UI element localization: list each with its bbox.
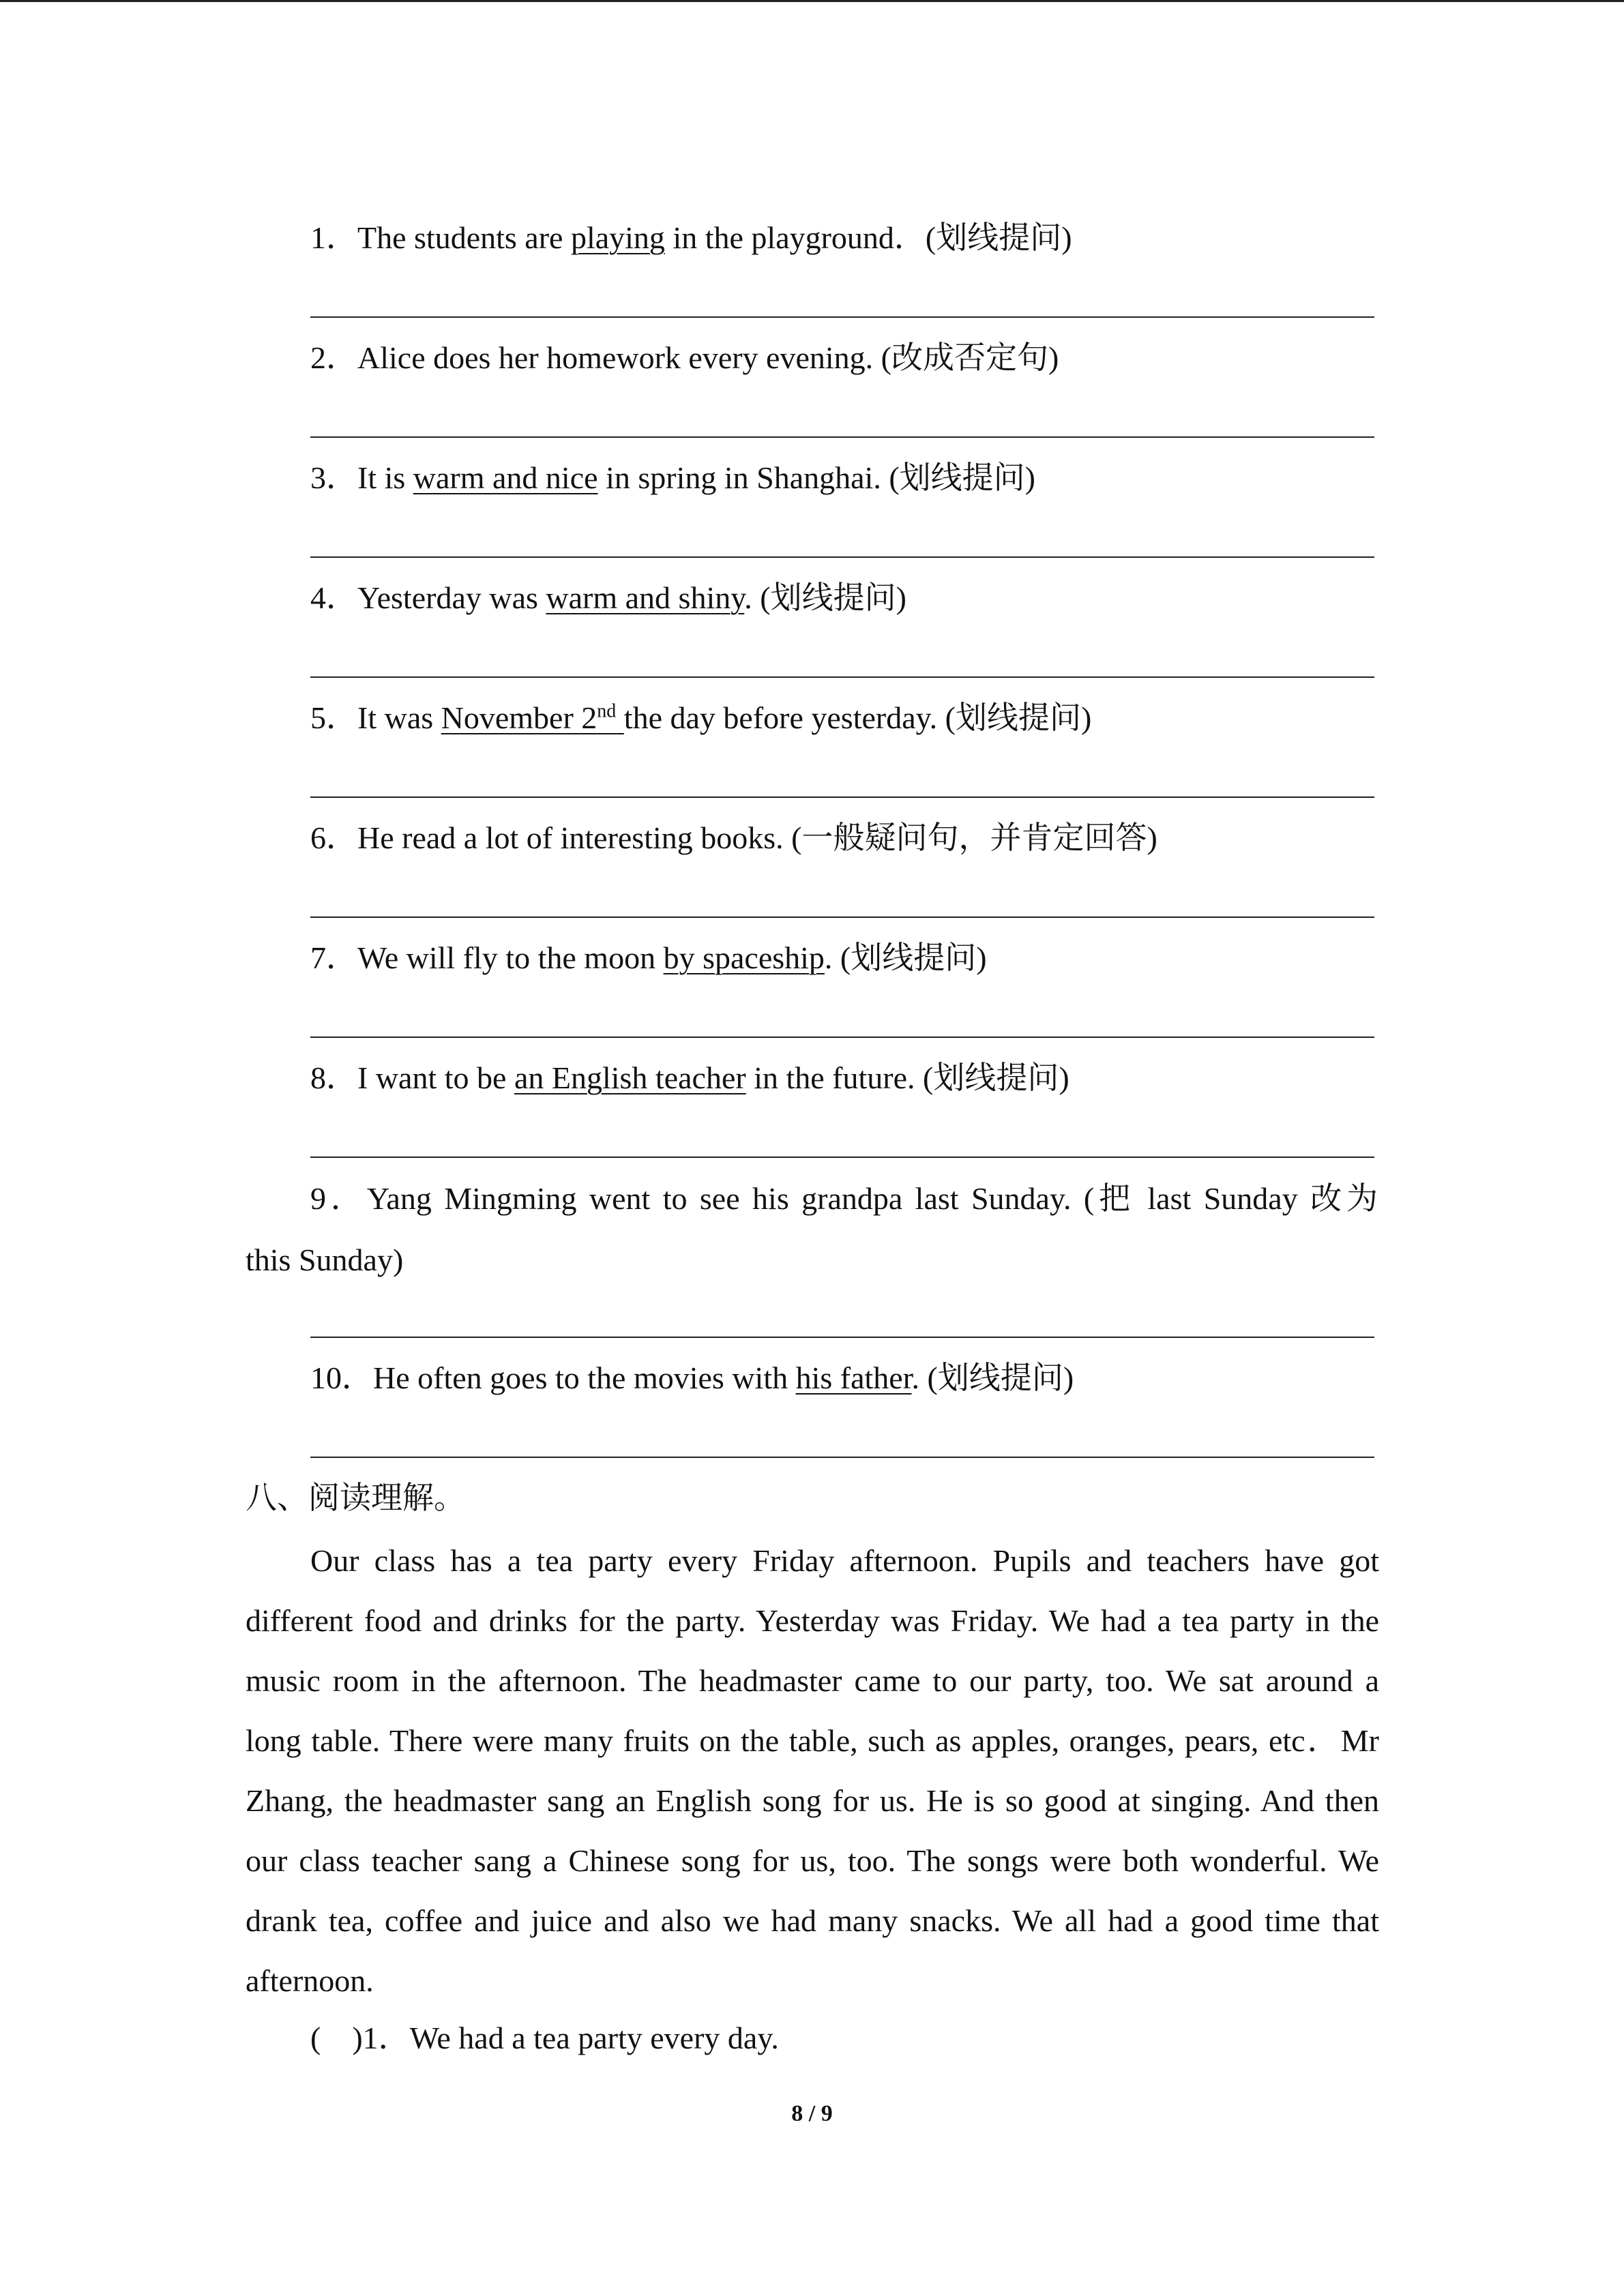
question-instruction: . (划线提问) — [744, 580, 906, 615]
passage-line: Our class has a tea party every Friday afternoon. Pupils and teachers have got — [310, 1543, 1379, 1578]
question-text: Yesterday was — [357, 580, 546, 615]
question-9 — [246, 1168, 1378, 1291]
question-instruction: the day before yesterday. (划线提问) — [623, 700, 1092, 735]
question-8 — [310, 1058, 1069, 1099]
question-5 — [310, 698, 1091, 739]
question-number: 3． — [310, 460, 357, 495]
section-title: 八、阅读理解。 — [246, 1480, 465, 1515]
underlined-phrase: playing — [570, 220, 665, 255]
answer-line-2[interactable] — [310, 436, 1374, 438]
passage-line: afternoon. — [246, 1963, 374, 1998]
passage-line: music room in the afternoon. The headmaster came to our party, too. We sat around a — [246, 1663, 1379, 1698]
question-instruction: in spring in Shanghai. (划线提问) — [597, 460, 1035, 495]
question-number: 2． — [310, 340, 357, 375]
question-9-line-2: this Sunday) — [246, 1242, 404, 1277]
answer-bracket[interactable]: ( ) — [310, 2021, 363, 2055]
question-4 — [310, 578, 906, 618]
question-2 — [310, 338, 1059, 378]
answer-line-10[interactable] — [310, 1457, 1374, 1458]
question-3 — [310, 458, 1035, 498]
question-text: It was — [357, 700, 441, 735]
reading-question-1 — [310, 2018, 779, 2059]
question-text: He read a lot of interesting books. (一般疑问句，并肯定回答) — [357, 820, 1157, 855]
answer-line-4[interactable] — [310, 676, 1374, 678]
reading-passage — [246, 1531, 1379, 2011]
question-instruction: in the future. (划线提问) — [745, 1060, 1069, 1095]
answer-line-8[interactable] — [310, 1157, 1374, 1158]
answer-line-6[interactable] — [310, 916, 1374, 918]
question-number: 1． — [310, 220, 357, 255]
passage-line: long table. There were many fruits on the table, such as apples, oranges, pears, etc．Mr — [246, 1723, 1379, 1758]
question-text: The students are — [357, 220, 571, 255]
question-text: It is — [357, 460, 413, 495]
underlined-phrase: an English teacher — [514, 1060, 746, 1095]
question-6 — [310, 818, 1157, 859]
underlined-phrase: by spaceship — [663, 940, 825, 975]
question-instruction: . (划线提问) — [911, 1360, 1074, 1395]
answer-line-1[interactable] — [310, 316, 1374, 318]
question-text: He often goes to the movies with — [373, 1360, 796, 1395]
question-number: 1． — [362, 2021, 410, 2055]
question-number: 4． — [310, 580, 357, 615]
passage-line: drank tea, coffee and juice and also we had many snacks. We all had a good time that — [246, 1903, 1379, 1938]
answer-line-9[interactable] — [310, 1337, 1374, 1338]
page-number: 8 / 9 — [791, 2101, 833, 2126]
question-text: I want to be — [357, 1060, 514, 1095]
question-number: 7． — [310, 940, 357, 975]
question-number: 10． — [310, 1360, 373, 1395]
ordinal-suffix: nd — [597, 700, 617, 722]
question-text: We will fly to the moon — [357, 940, 664, 975]
question-number: 8． — [310, 1060, 357, 1095]
question-number: 5． — [310, 700, 357, 735]
underlined-phrase: warm and nice — [413, 460, 598, 495]
question-1 — [310, 218, 1072, 258]
underlined-phrase: warm and shiny — [546, 580, 745, 615]
question-9-line-1: 9．Yang Mingming went to see his grandpa last Sunday. (把 last Sunday 改为 — [310, 1181, 1378, 1216]
passage-line: Zhang, the headmaster sang an English song for us. He is so good at singing. And then — [246, 1783, 1379, 1818]
question-7 — [310, 938, 987, 979]
question-text: Alice does her homework every evening. (改成否定句) — [357, 340, 1059, 375]
question-text: We had a tea party every day. — [409, 2021, 779, 2055]
passage-line: different food and drinks for the party. Yesterday was Friday. We had a tea party in the — [246, 1603, 1379, 1638]
question-number: 6． — [310, 820, 357, 855]
question-instruction: in the playground．(划线提问) — [664, 220, 1072, 255]
passage-line: our class teacher sang a Chinese song for us, too. The songs were both wonderful. We — [246, 1843, 1379, 1878]
underlined-phrase: November 2nd — [441, 700, 617, 735]
question-instruction: . (划线提问) — [824, 940, 987, 975]
answer-line-3[interactable] — [310, 556, 1374, 558]
underlined-phrase: his father — [795, 1360, 912, 1395]
question-10 — [310, 1358, 1074, 1399]
answer-line-7[interactable] — [310, 1037, 1374, 1038]
answer-line-5[interactable] — [310, 796, 1374, 798]
